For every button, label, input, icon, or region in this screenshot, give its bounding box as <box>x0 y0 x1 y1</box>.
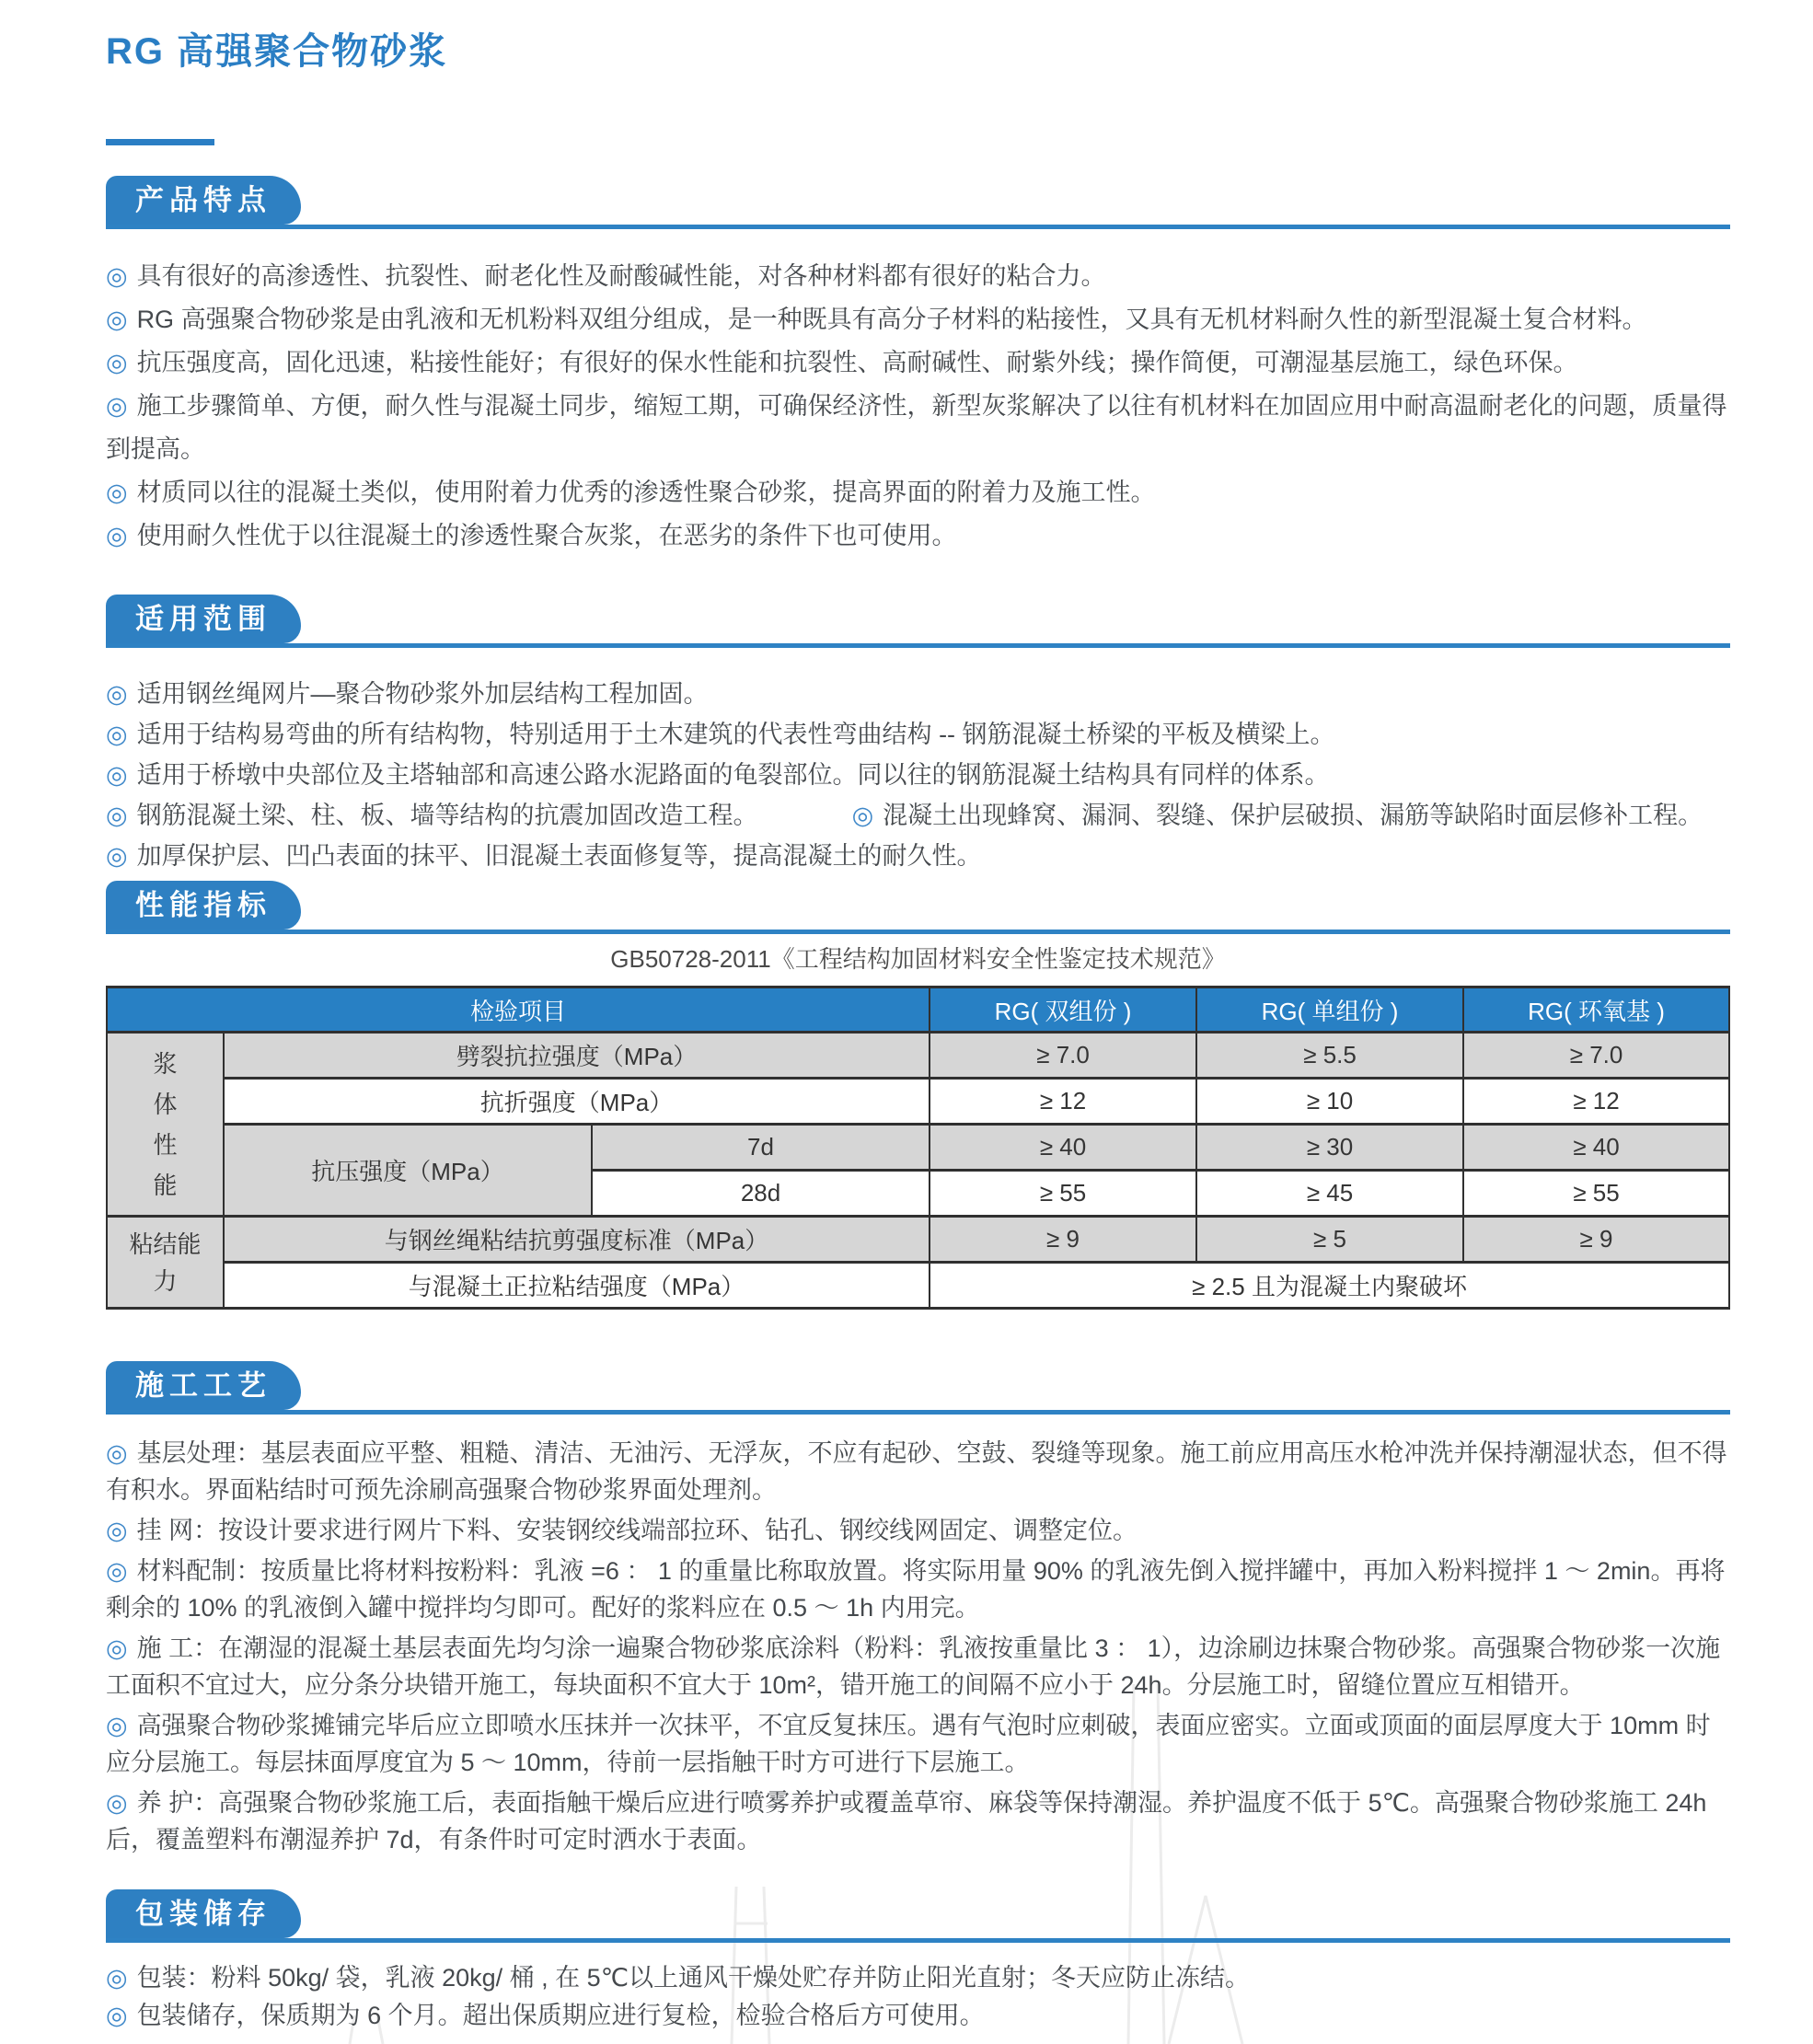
feature-item <box>106 471 1730 514</box>
process-item <box>106 1435 1730 1508</box>
scope-item-text: 适用于桥墩中央部位及主塔轴部和高速公路水泥路面的龟裂部位。同以往的钢筋混凝土结构具有同样的体系。 <box>136 761 1330 789</box>
group-label: 浆体性能 <box>153 1049 178 1199</box>
value-cell: ≥ 5.5 <box>1196 1033 1463 1079</box>
feature-item-text: 材质同以往的混凝土类似，使用附着力优秀的渗透性聚合砂浆，提高界面的附着力及施工性。 <box>136 479 1156 506</box>
value-cell: ≥ 10 <box>1196 1079 1463 1125</box>
value-cell: ≥ 5 <box>1196 1217 1463 1263</box>
group-cell-slurry <box>107 1033 224 1217</box>
group-cell-bonding <box>107 1217 224 1309</box>
bullet-icon: ◎ <box>106 721 128 748</box>
feature-item <box>106 514 1730 558</box>
row-label-compressive: 抗压强度（MPa） <box>224 1125 592 1217</box>
value-cell: ≥ 55 <box>1463 1171 1729 1217</box>
value-cell: ≥ 45 <box>1196 1171 1463 1217</box>
header-cell-rg-double: RG( 双组份 ) <box>930 987 1196 1033</box>
sub-label-28d: 28d <box>592 1171 930 1217</box>
packaging-list <box>106 1943 1730 2035</box>
bullet-icon: ◎ <box>106 761 128 789</box>
bullet-icon: ◎ <box>106 1439 128 1467</box>
process-item-text: 养 护：高强聚合物砂浆施工后，表面指触干燥后应进行喷雾养护或覆盖草帘、麻袋等保持潮湿。养护温度不低于 5℃。高强聚合物砂浆施工 24h 后，覆盖塑料布潮湿养护 7d，有条件时可定时洒水于表面。 <box>106 1789 1707 1853</box>
bullet-icon: ◎ <box>106 1634 128 1662</box>
scope-item-text: 混凝土出现蜂窝、漏洞、裂缝、保护层破损、漏筋等缺陷时面层修补工程。 <box>883 802 1703 829</box>
table-row <box>107 1263 1729 1309</box>
page-title: RG 高强聚合物砂浆 <box>106 31 448 72</box>
section-badge-performance: 性能指标 <box>106 881 301 930</box>
scope-item-row <box>106 795 1730 836</box>
value-cell: ≥ 9 <box>930 1217 1196 1263</box>
process-item <box>106 1784 1730 1858</box>
scope-list <box>106 648 1730 876</box>
feature-item <box>106 341 1730 385</box>
value-cell: ≥ 12 <box>930 1079 1196 1125</box>
value-cell: ≥ 7.0 <box>930 1033 1196 1079</box>
features-list <box>106 229 1730 558</box>
process-item <box>106 1512 1730 1549</box>
bullet-icon: ◎ <box>106 680 128 708</box>
table-row <box>107 1033 1729 1079</box>
row-label: 抗折强度（MPa） <box>224 1079 930 1125</box>
packaging-item-text: 包装：粉料 50kg/ 袋，乳液 20kg/ 桶 , 在 5℃以上通风干燥处贮存并防止阳光直射；冬天应防止冻结。 <box>136 1964 1251 1992</box>
section-header-features <box>106 176 1730 229</box>
value-cell: ≥ 30 <box>1196 1125 1463 1171</box>
feature-item-text: 具有很好的高渗透性、抗裂性、耐老化性及耐酸碱性能，对各种材料都有很好的粘合力。 <box>136 262 1106 290</box>
section-header-performance <box>106 881 1730 934</box>
section-badge-scope: 适用范围 <box>106 595 301 643</box>
scope-item-text: 适用于结构易弯曲的所有结构物，特别适用于土木建筑的代表性弯曲结构 -- 钢筋混凝土桥梁的平板及横梁上。 <box>136 721 1335 748</box>
value-cell: ≥ 55 <box>930 1171 1196 1217</box>
process-item <box>106 1553 1730 1626</box>
title-underline <box>106 139 214 145</box>
value-cell: ≥ 40 <box>930 1125 1196 1171</box>
scope-item <box>106 714 1730 755</box>
bullet-icon: ◎ <box>106 2002 128 2029</box>
value-cell: ≥ 9 <box>1463 1217 1729 1263</box>
value-cell: ≥ 7.0 <box>1463 1033 1729 1079</box>
feature-item <box>106 298 1730 341</box>
bullet-icon: ◎ <box>851 802 874 829</box>
table-row <box>107 1125 1729 1171</box>
bullet-icon: ◎ <box>106 1712 128 1739</box>
section-badge-packaging: 包装储存 <box>106 1889 301 1938</box>
row-label: 与混凝土正拉粘结强度（MPa） <box>224 1263 930 1309</box>
performance-table <box>106 986 1730 1310</box>
sub-label-7d: 7d <box>592 1125 930 1171</box>
section-header-process <box>106 1361 1730 1415</box>
row-label: 与钢丝绳粘结抗剪强度标准（MPa） <box>224 1217 930 1263</box>
scope-item <box>106 755 1730 795</box>
scope-item-text: 钢筋混凝土梁、柱、板、墙等结构的抗震加固改造工程。 <box>136 802 758 829</box>
section-header-packaging <box>106 1889 1730 1943</box>
feature-item <box>106 385 1730 471</box>
table-header-row <box>107 987 1729 1033</box>
bullet-icon: ◎ <box>106 1557 128 1585</box>
scope-item <box>106 795 758 836</box>
table-row <box>107 1217 1729 1263</box>
table-row <box>107 1079 1729 1125</box>
header-cell-rg-single: RG( 单组份 ) <box>1196 987 1463 1033</box>
value-cell-merged: ≥ 2.5 且为混凝土内聚破坏 <box>930 1263 1729 1309</box>
process-item <box>106 1707 1730 1781</box>
packaging-item <box>106 1959 1730 1997</box>
bullet-icon: ◎ <box>106 842 128 870</box>
scope-item <box>852 795 1703 836</box>
scope-item-text: 加厚保护层、凹凸表面的抹平、旧混凝土表面修复等，提高混凝土的耐久性。 <box>136 842 982 870</box>
bullet-icon: ◎ <box>106 262 128 290</box>
scope-item <box>106 674 1730 714</box>
process-item <box>106 1630 1730 1703</box>
process-item-text: 基层处理：基层表面应平整、粗糙、清洁、无油污、无浮灰，不应有起砂、空鼓、裂缝等现象。施工前应用高压水枪冲洗并保持潮湿状态，但不得有积水。界面粘结时可预先涂刷高强聚合物砂浆界面处理剂。 <box>106 1439 1727 1504</box>
section-badge-features: 产品特点 <box>106 176 301 225</box>
bullet-icon: ◎ <box>106 392 128 420</box>
feature-item-text: RG 高强聚合物砂浆是由乳液和无机粉料双组分组成，是一种既具有高分子材料的粘接性，又具有无机材料耐久性的新型混凝土复合材料。 <box>136 306 1647 333</box>
scope-item <box>106 836 1730 876</box>
bullet-icon: ◎ <box>106 349 128 376</box>
feature-item-text: 施工步骤简单、方便，耐久性与混凝土同步，缩短工期，可确保经济性，新型灰浆解决了以往有机材料在加固应用中耐高温耐老化的问题，质量得到提高。 <box>106 392 1727 463</box>
bullet-icon: ◎ <box>106 1964 128 1992</box>
feature-item <box>106 255 1730 298</box>
feature-item-text: 抗压强度高，固化迅速，粘接性能好；有很好的保水性能和抗裂性、高耐碱性、耐紫外线；操作简便，可潮湿基层施工，绿色环保。 <box>136 349 1578 376</box>
header-cell-rg-epoxy: RG( 环氧基 ) <box>1463 987 1729 1033</box>
scope-item-text: 适用钢丝绳网片—聚合物砂浆外加层结构工程加固。 <box>136 680 709 708</box>
row-label: 劈裂抗拉强度（MPa） <box>224 1033 930 1079</box>
process-item-text: 高强聚合物砂浆摊铺完毕后应立即喷水压抹并一次抹平，不宜反复抹压。遇有气泡时应刺破，表面应密实。立面或顶面的面层厚度大于 10mm 时应分层施工。每层抹面厚度宜为 5 ～ 10mm，待前一层指触干时方可进行下层施工。 <box>106 1712 1711 1776</box>
bullet-icon: ◎ <box>106 306 128 333</box>
bullet-icon: ◎ <box>106 522 128 549</box>
section-badge-process: 施工工艺 <box>106 1361 301 1410</box>
bullet-icon: ◎ <box>106 1789 128 1817</box>
bullet-icon: ◎ <box>106 479 128 506</box>
process-item-text: 施 工：在潮湿的混凝土基层表面先均匀涂一遍聚合物砂浆底涂料（粉料：乳液按重量比 3 ： 1），边涂刷边抹聚合物砂浆。高强聚合物砂浆一次施工面积不宜过大，应分条分块错开施工，每块面积不宜大于 10m²，错开施工的间隔不应小于 24h。分层施工时，留缝位置应互相错开。 <box>106 1634 1721 1699</box>
process-list <box>106 1415 1730 1858</box>
standard-caption: GB50728-2011《工程结构加固材料安全性鉴定技术规范》 <box>610 945 1226 973</box>
bullet-icon: ◎ <box>106 802 128 829</box>
process-item-text: 材料配制：按质量比将材料按粉料：乳液 =6 ： 1 的重量比称取放置。将实际用量 90% 的乳液先倒入搅拌罐中，再加入粉料搅拌 1 ～ 2min。再将剩余的 10% 的乳液倒入罐中搅拌均匀即可。配好的浆料应在 0.5 ～ 1h 内用完。 <box>106 1557 1726 1622</box>
feature-item-text: 使用耐久性优于以往混凝土的渗透性聚合灰浆，在恶劣的条件下也可使用。 <box>136 522 957 549</box>
group-label: 粘结能力 <box>129 1230 202 1295</box>
packaging-item <box>106 1997 1730 2035</box>
packaging-item-text: 包装储存，保质期为 6 个月。超出保质期应进行复检，检验合格后方可使用。 <box>136 2002 985 2029</box>
section-header-scope <box>106 595 1730 648</box>
header-cell-item: 检验项目 <box>107 987 930 1033</box>
value-cell: ≥ 40 <box>1463 1125 1729 1171</box>
bullet-icon: ◎ <box>106 1517 128 1544</box>
process-item-text: 挂 网：按设计要求进行网片下料、安装钢绞线端部拉环、钻孔、钢绞线网固定、调整定位。 <box>136 1517 1138 1544</box>
value-cell: ≥ 12 <box>1463 1079 1729 1125</box>
